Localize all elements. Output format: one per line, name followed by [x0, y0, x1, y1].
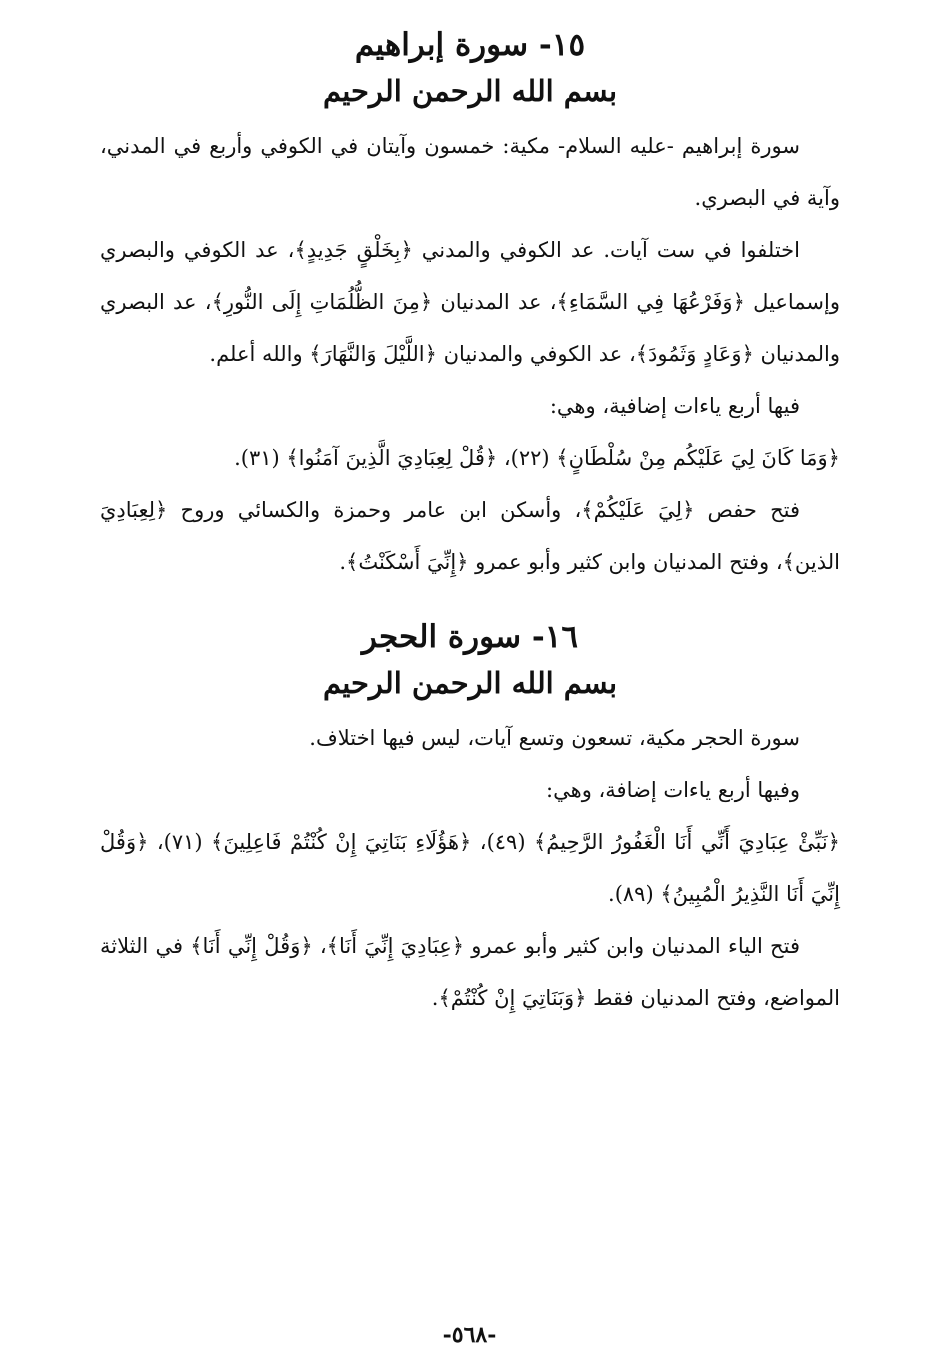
basmala: بسم الله الرحمن الرحيم	[322, 666, 618, 700]
paragraph: ﴿نَبِّئْ عِبَادِيَ أَنِّي أَنَا الْغَفُورُ الرَّحِيمُ﴾ (٤٩)، ﴿هَؤُلَاءِ بَنَاتِيَ إِنْ كُنْتُمْ فَاعِلِينَ﴾ (٧١)، ﴿وَقُلْ إِنِّيَ أَنَا النَّذِيرُ الْمُبِينُ﴾ (٨٩).	[100, 830, 840, 906]
paragraph: اختلفوا في ست آيات. عد الكوفي والمدني ﴿بِخَلْقٍ جَدِيدٍ﴾، عد الكوفي والبصري وإسماعيل ﴿وَفَرْعُهَا فِي السَّمَاءِ﴾، عد المدنيان ﴿مِنَ الظُّلُمَاتِ إِلَى النُّورِ﴾، عد البصري والمدنيان ﴿وَعَادٍ وَثَمُودَ﴾، عد الكوفي والمدنيان ﴿اللَّيْلَ وَالنَّهَارَ﴾ والله أعلم.	[100, 238, 840, 366]
paragraph: وفيها أربع ياءات إضافة، وهي:	[546, 778, 800, 802]
section-heading: ١٥- سورة إبراهيم	[354, 27, 586, 63]
page-body	[100, 22, 840, 1024]
paragraph: سورة الحجر مكية، تسعون وتسع آيات، ليس فيها اختلاف.	[309, 726, 800, 750]
section-heading: ١٦- سورة الحجر	[361, 619, 579, 655]
paragraph: ﴿وَمَا كَانَ لِيَ عَلَيْكُم مِنْ سُلْطَانٍ﴾ (٢٢)، ﴿قُلْ لِعِبَادِيَ الَّذِينَ آمَنُوا﴾ (٣١).	[234, 446, 840, 470]
basmala: بسم الله الرحمن الرحيم	[322, 74, 618, 108]
paragraph: فتح حفص ﴿لِيَ عَلَيْكُمْ﴾، وأسكن ابن عامر وحمزة والكسائي وروح ﴿لِعِبَادِيَ الذين﴾، وفتح المدنيان وابن كثير وأبو عمرو ﴿إِنِّيَ أَسْكَنْتُ﴾.	[100, 498, 840, 574]
section-hijr	[100, 614, 840, 1024]
section-ibrahim	[100, 22, 840, 588]
page-number: -٥٦٨-	[442, 1322, 497, 1348]
paragraph: فتح الياء المدنيان وابن كثير وأبو عمرو ﴿عِبَادِيَ إِنِّيَ أَنَا﴾، ﴿وَقُلْ إِنِّي أَنَا﴾ في الثلاثة المواضع، وفتح المدنيان فقط ﴿وَبَنَاتِيَ إِنْ كُنْتُمْ﴾.	[100, 934, 840, 1010]
paragraph: فيها أربع ياءات إضافية، وهي:	[549, 394, 800, 418]
paragraph: سورة إبراهيم -عليه السلام- مكية: خمسون وآيتان في الكوفي وأربع في المدني، وآية في البصري.	[100, 134, 840, 210]
